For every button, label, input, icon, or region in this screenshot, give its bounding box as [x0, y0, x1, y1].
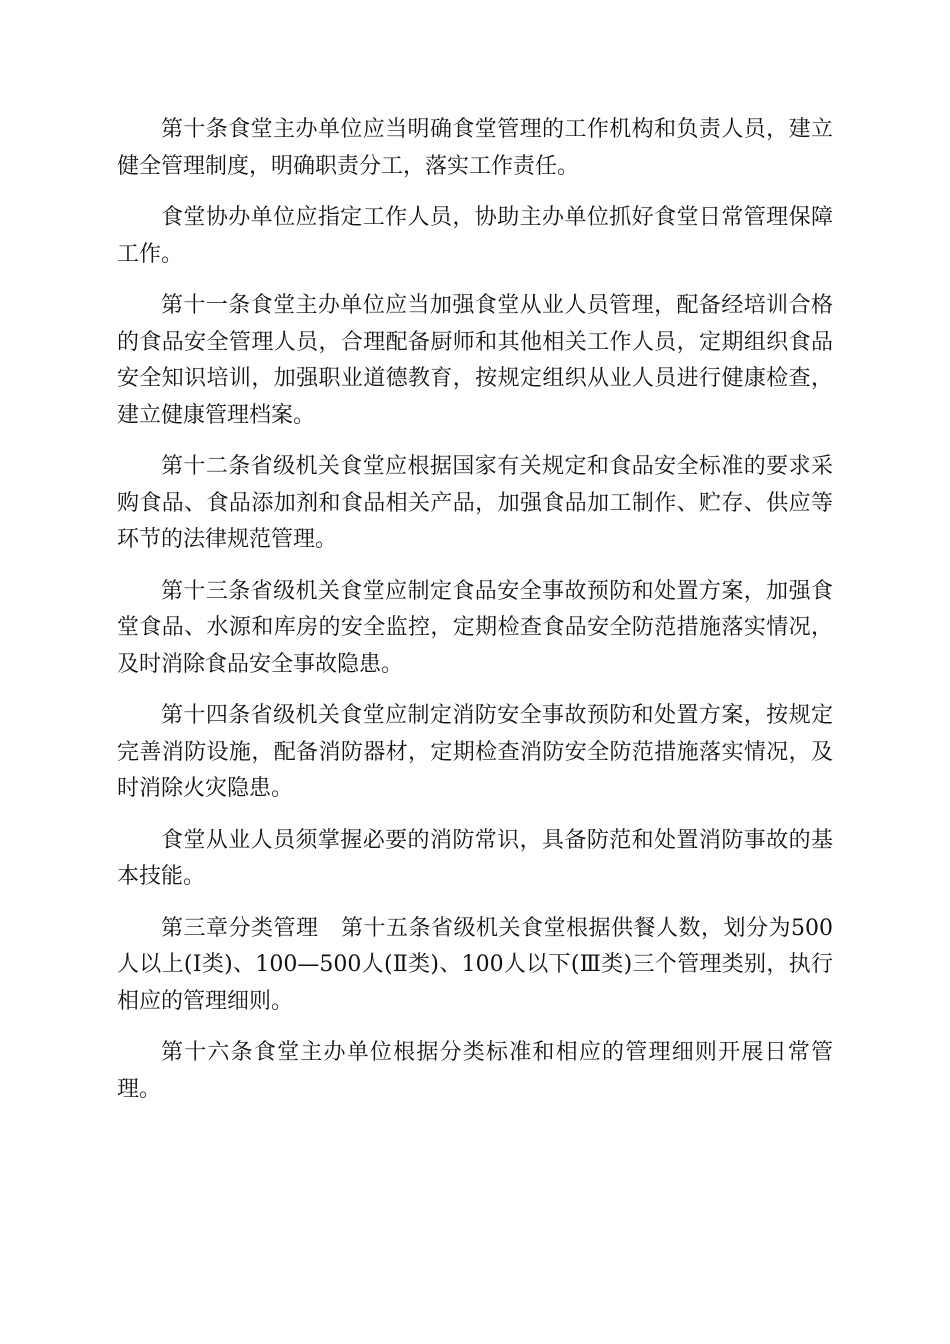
paragraph-article-14-staff: 食堂从业人员须掌握必要的消防常识，具备防范和处置消防事故的基本技能。 [117, 827, 833, 889]
paragraph-chapter-3-article-15: 第三章分类管理 第十五条省级机关食堂根据供餐人数，划分为500人以上(Ⅰ类)、100—500人(Ⅱ类)、100人以下(Ⅲ类)三个管理类别，执行相应的管理细则。 [117, 915, 833, 1014]
paragraph-article-16: 第十六条食堂主办单位根据分类标准和相应的管理细则开展日常管理。 [117, 1040, 833, 1102]
paragraph-article-10-co-organizer: 食堂协办单位应指定工作人员，协助主办单位抓好食堂日常管理保障工作。 [117, 205, 833, 267]
paragraph-article-13: 第十三条省级机关食堂应制定食品安全事故预防和处置方案，加强食堂食品、水源和库房的安全监控，定期检查食品安全防范措施落实情况，及时消除食品安全事故隐患。 [117, 578, 833, 677]
paragraph-article-12: 第十二条省级机关食堂应根据国家有关规定和食品安全标准的要求采购食品、食品添加剂和食品相关产品，加强食品加工制作、贮存、供应等环节的法律规范管理。 [117, 454, 833, 552]
paragraph-article-11: 第十一条食堂主办单位应当加强食堂从业人员管理，配备经培训合格的食品安全管理人员，合理配备厨师和其他相关工作人员，定期组织食品安全知识培训，加强职业道德教育，按规定组织从业人员进行健康检查，建立健康管理档案。 [117, 293, 833, 428]
paragraph-article-14: 第十四条省级机关食堂应制定消防安全事故预防和处置方案，按规定完善消防设施，配备消防器材，定期检查消防安全防范措施落实情况，及时消除火灾隐患。 [117, 703, 833, 801]
document-page [117, 112, 833, 1123]
paragraph-article-10: 第十条食堂主办单位应当明确食堂管理的工作机构和负责人员，建立健全管理制度，明确职责分工，落实工作责任。 [117, 117, 833, 179]
